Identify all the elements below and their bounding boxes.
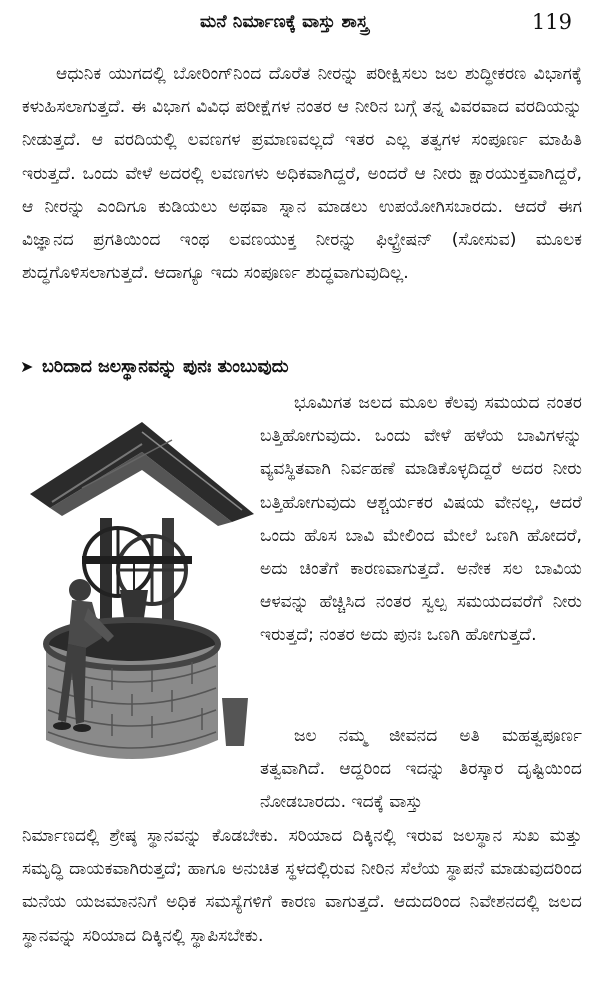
paragraph-3-full-text: ನಿರ್ಮಾಣದಲ್ಲಿ ಶ್ರೇಷ್ಠ ಸ್ಥಾನವನ್ನು ಕೊಡಬೇಕು. ಸರಿಯಾದ ದಿಕ್ಕಿನಲ್ಲಿ ಇರುವ ಜಲಸ್ಥಾನ ಸುಖ ಮತ್ತು ಸಮೃದ್ಧಿ ದಾಯಕವಾಗಿರುತ್ತದೆ; ಹಾಗೂ ಅನುಚಿತ ಸ್ಥಳದಲ್ಲಿರುವ ನೀರಿನ ಸೆಲೆಯ ಸ್ಥಾಪನೆ ಮಾಡುವುದರಿಂದ ಮನೆಯ ಯಜಮಾನನಿಗೆ ಅಧಿಕ ಸಮಸ್ಯೆಗಳಿಗೆ ಕಾರಣ ವಾಗುತ್ತದೆ. ಆದುದರಿಂದ ನಿವೇಶನದಲ್ಲಿ ಜಲದ ಸ್ಥಾನವನ್ನು ಸರಿಯಾದ ದಿಕ್ಕಿನಲ್ಲಿ ಸ್ಥಾಪಿಸಬೇಕು. [22, 826, 582, 946]
section-heading [20, 350, 580, 384]
ground-bucket [222, 698, 248, 746]
running-title: ಮನೆ ನಿರ್ಮಾಣಕ್ಕೆ ವಾಸ್ತು ಶಾಸ್ತ್ರ [200, 12, 369, 32]
section-heading-text: ಬರಿದಾದ ಜಲಸ್ಥಾನವನ್ನು ಪುನಃ ತುಂಬುವುದು [42, 357, 289, 377]
paragraph-2-text: ಭೂಮಿಗತ ಜಲದ ಮೂಲ ಕೆಲವು ಸಮಯದ ನಂತರ ಬತ್ತಿಹೋಗುವುದು. ಒಂದು ವೇಳೆ ಹಳೆಯ ಬಾವಿಗಳನ್ನು ವ್ಯವಸ್ಥಿತವಾಗಿ ನಿರ್ವಹಣೆ ಮಾಡಿಕೊಳ್ಳದಿದ್ದರೆ ಅದರ ನೀರು ಬತ್ತಿಹೋಗುವುದು ಆಶ್ಚರ್ಯಕರ ವಿಷಯ ವೇನಲ್ಲ, ಆದರೆ ಒಂದು ಹೊಸ ಬಾವಿ ಮೇಲಿಂದ ಮೇಲೆ ಒಣಗಿ ಹೋದರೆ, ಅದು ಚಿಂತೆಗೆ ಕಾರಣವಾಗುತ್ತದೆ. ಅನೇಕ ಸಲ ಬಾವಿಯ ಆಳವನ್ನು ಹೆಚ್ಚಿಸಿದ ನಂತರ ಸ್ವಲ್ಪ ಸಮಯದವರೆಗೆ ನೀರು ಇರುತ್ತದೆ; ನಂತರ ಅದು ಪುನಃ ಒಣಗಿ ಹೋಗುತ್ತದೆ. [260, 393, 582, 646]
page-header [0, 10, 600, 44]
arrow-bullet-icon: ➤ [20, 357, 34, 376]
paragraph-3-full [22, 820, 582, 953]
water-well-illustration [22, 422, 256, 772]
well-bucket [120, 590, 148, 618]
paragraph-1-text: ಆಧುನಿಕ ಯುಗದಲ್ಲಿ ಬೋರಿಂಗ್‌ನಿಂದ ದೊರೆತ ನೀರನ್ನು ಪರೀಕ್ಷಿಸಲು ಜಲ ಶುದ್ಧೀಕರಣ ವಿಭಾಗಕ್ಕೆ ಕಳುಹಿಸಲಾಗುತ್ತದೆ. ಈ ವಿಭಾಗ ವಿವಿಧ ಪರೀಕ್ಷೆಗಳ ನಂತರ ಆ ನೀರಿನ ಬಗ್ಗೆ ತನ್ನ ವಿವರವಾದ ವರದಿಯನ್ನು ನೀಡುತ್ತದೆ. ಆ ವರದಿಯಲ್ಲಿ ಲವಣಗಳ ಪ್ರಮಾಣವಲ್ಲದೆ ಇತರ ಎಲ್ಲ ತತ್ವಗಳ ಸಂಪೂರ್ಣ ಮಾಹಿತಿ ಇರುತ್ತದೆ. ಒಂದು ವೇಳೆ ಅದರಲ್ಲಿ ಲವಣಗಳು ಅಧಿಕವಾಗಿದ್ದರೆ, ಅಂದರೆ ಆ ನೀರು ಕ್ಷಾರಯುಕ್ತವಾಗಿದ್ದರೆ, ಆ ನೀರನ್ನು ಎಂದಿಗೂ ಕುಡಿಯಲು ಅಥವಾ ಸ್ನಾನ ಮಾಡಲು ಉಪಯೋಗಿಸಬಾರದು. ಆದರೆ ಈಗ ವಿಜ್ಞಾನದ ಪ್ರಗತಿಯಿಂದ ಇಂಥ ಲವಣಯುಕ್ತ ನೀರನ್ನು ಫಿಲ್ಟ್ರೇಷನ್ (ಸೋಸುವ) ಮೂಲಕ ಶುದ್ಧಗೊಳಿಸಲಾಗುತ್ತದೆ. ಆದಾಗ್ಯೂ ಇದು ಸಂಪೂರ್ಣ ಶುದ್ಧವಾಗುವುದಿಲ್ಲ. [22, 64, 582, 284]
paragraph-1 [22, 58, 582, 290]
paragraph-3-wrapped-text: ಜಲ ನಮ್ಮ ಜೀವನದ ಅತಿ ಮಹತ್ವಪೂರ್ಣ ತತ್ವವಾಗಿದೆ. ಆದ್ದರಿಂದ ಇದನ್ನು ತಿರಸ್ಕಾರ ದೃಷ್ಟಿಯಿಂದ ನೋಡಬಾರದು. ಇದಕ್ಕೆ ವಾಸ್ತು [260, 726, 582, 813]
paragraph-2 [260, 387, 582, 653]
page-number: 119 [531, 10, 572, 34]
paragraph-3-wrapped [260, 720, 582, 820]
